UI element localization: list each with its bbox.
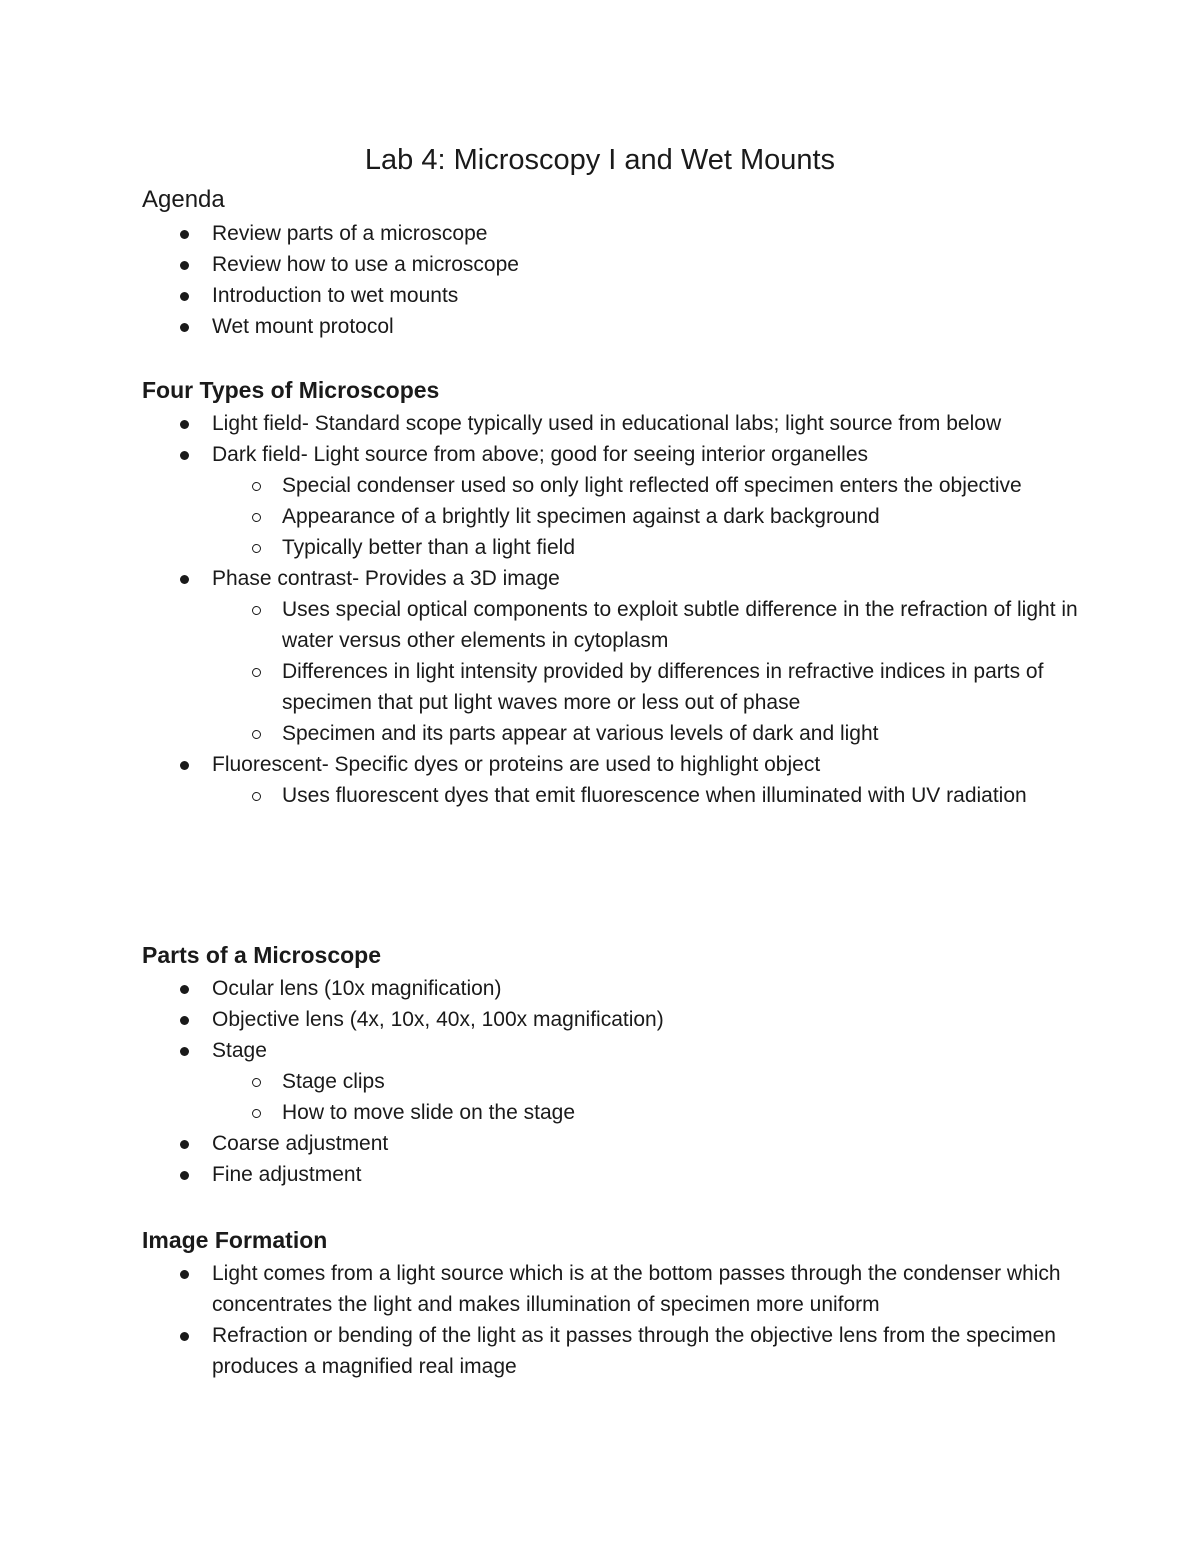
list-item-text: Review how to use a microscope bbox=[212, 253, 519, 276]
list-item bbox=[142, 749, 1082, 811]
hollow-bullet-icon bbox=[252, 730, 261, 739]
list-item bbox=[142, 249, 1082, 280]
hollow-bullet-icon bbox=[252, 606, 261, 615]
list-item-text: Refraction or bending of the light as it passes through the objective lens from the specimen produces a magnified real image bbox=[212, 1324, 1056, 1378]
bullet-icon bbox=[180, 1270, 189, 1279]
list-item-text: Wet mount protocol bbox=[212, 315, 394, 338]
sublist-item bbox=[142, 594, 1082, 656]
bullet-icon bbox=[180, 1016, 189, 1025]
sublist-item bbox=[142, 501, 1082, 532]
list-item bbox=[142, 1004, 1082, 1035]
sublist bbox=[212, 780, 1082, 811]
sublist-item-text: Stage clips bbox=[282, 1070, 385, 1093]
hollow-bullet-icon bbox=[252, 1109, 261, 1118]
image-formation-section bbox=[142, 1224, 1082, 1382]
sublist-item-text: How to move slide on the stage bbox=[282, 1101, 575, 1124]
list-item-text: Light comes from a light source which is at the bottom passes through the condenser which concentrates the light and makes illumination of specimen more uniform bbox=[212, 1262, 1061, 1316]
list-item-text: Objective lens (4x, 10x, 40x, 100x magnification) bbox=[212, 1008, 664, 1031]
microscope-types-list bbox=[142, 408, 1082, 811]
microscope-parts-heading: Parts of a Microscope bbox=[142, 942, 382, 968]
list-item bbox=[142, 1128, 1082, 1159]
list-item-text: Fluorescent- Specific dyes or proteins are used to highlight object bbox=[212, 753, 821, 776]
sublist bbox=[212, 594, 1082, 749]
sublist-item-text: Specimen and its parts appear at various levels of dark and light bbox=[282, 722, 879, 745]
list-item bbox=[142, 311, 1082, 342]
list-item bbox=[142, 1258, 1082, 1320]
sublist-item-text: Differences in light intensity provided by differences in refractive indices in parts of specimen that put light waves more or less out of phase bbox=[282, 660, 1044, 714]
bullet-icon bbox=[180, 1140, 189, 1149]
list-item bbox=[142, 218, 1082, 249]
agenda-list bbox=[142, 218, 1082, 342]
sublist-item bbox=[142, 470, 1082, 501]
agenda-heading: Agenda bbox=[142, 186, 225, 213]
sublist bbox=[212, 1066, 1082, 1128]
bullet-icon bbox=[180, 292, 189, 301]
sublist-item-text: Typically better than a light field bbox=[282, 536, 575, 559]
list-item-text: Phase contrast- Provides a 3D image bbox=[212, 567, 560, 590]
bullet-icon bbox=[180, 575, 189, 584]
list-item-text: Introduction to wet mounts bbox=[212, 284, 459, 307]
agenda-section bbox=[142, 184, 1082, 342]
list-item bbox=[142, 280, 1082, 311]
hollow-bullet-icon bbox=[252, 544, 261, 553]
hollow-bullet-icon bbox=[252, 482, 261, 491]
sublist-item bbox=[142, 718, 1082, 749]
list-item-text: Coarse adjustment bbox=[212, 1132, 389, 1155]
hollow-bullet-icon bbox=[252, 668, 261, 677]
bullet-icon bbox=[180, 230, 189, 239]
bullet-icon bbox=[180, 985, 189, 994]
sublist-item-text: Uses special optical components to exploit subtle difference in the refraction of light in water versus other elements in cytoplasm bbox=[282, 598, 1078, 652]
bullet-icon bbox=[180, 451, 189, 460]
list-item bbox=[142, 408, 1082, 439]
sublist bbox=[212, 470, 1082, 563]
list-item bbox=[142, 973, 1082, 1004]
list-item bbox=[142, 1320, 1082, 1382]
list-item-text: Stage bbox=[212, 1039, 267, 1062]
hollow-bullet-icon bbox=[252, 792, 261, 801]
bullet-icon bbox=[180, 1047, 189, 1056]
image-formation-list bbox=[142, 1258, 1082, 1382]
sublist-item-text: Special condenser used so only light reflected off specimen enters the objective bbox=[282, 474, 1022, 497]
list-item bbox=[142, 563, 1082, 749]
list-item-text: Ocular lens (10x magnification) bbox=[212, 977, 502, 1000]
list-item-text: Review parts of a microscope bbox=[212, 222, 488, 245]
sublist-item bbox=[142, 780, 1082, 811]
sublist-item bbox=[142, 532, 1082, 563]
bullet-icon bbox=[180, 323, 189, 332]
microscope-types-heading: Four Types of Microscopes bbox=[142, 377, 440, 403]
bullet-icon bbox=[180, 1171, 189, 1180]
list-item-text: Light field- Standard scope typically used in educational labs; light source from below bbox=[212, 412, 1002, 435]
image-formation-heading: Image Formation bbox=[142, 1227, 328, 1253]
list-item bbox=[142, 439, 1082, 563]
list-item bbox=[142, 1159, 1082, 1190]
sublist-item-text: Uses fluorescent dyes that emit fluorescence when illuminated with UV radiation bbox=[282, 784, 1027, 807]
list-item-text: Fine adjustment bbox=[212, 1163, 362, 1186]
bullet-icon bbox=[180, 1332, 189, 1341]
page-title: Lab 4: Microscopy I and Wet Mounts bbox=[364, 144, 836, 176]
sublist-item bbox=[142, 656, 1082, 718]
hollow-bullet-icon bbox=[252, 513, 261, 522]
bullet-icon bbox=[180, 261, 189, 270]
microscope-parts-section bbox=[142, 939, 1082, 1190]
sublist-item-text: Appearance of a brightly lit specimen against a dark background bbox=[282, 505, 880, 528]
list-item-text: Dark field- Light source from above; good for seeing interior organelles bbox=[212, 443, 869, 466]
microscope-parts-list bbox=[142, 973, 1082, 1190]
hollow-bullet-icon bbox=[252, 1078, 261, 1087]
sublist-item bbox=[142, 1066, 1082, 1097]
bullet-icon bbox=[180, 761, 189, 770]
microscope-types-section bbox=[142, 374, 1082, 811]
list-item bbox=[142, 1035, 1082, 1128]
bullet-icon bbox=[180, 420, 189, 429]
sublist-item bbox=[142, 1097, 1082, 1128]
